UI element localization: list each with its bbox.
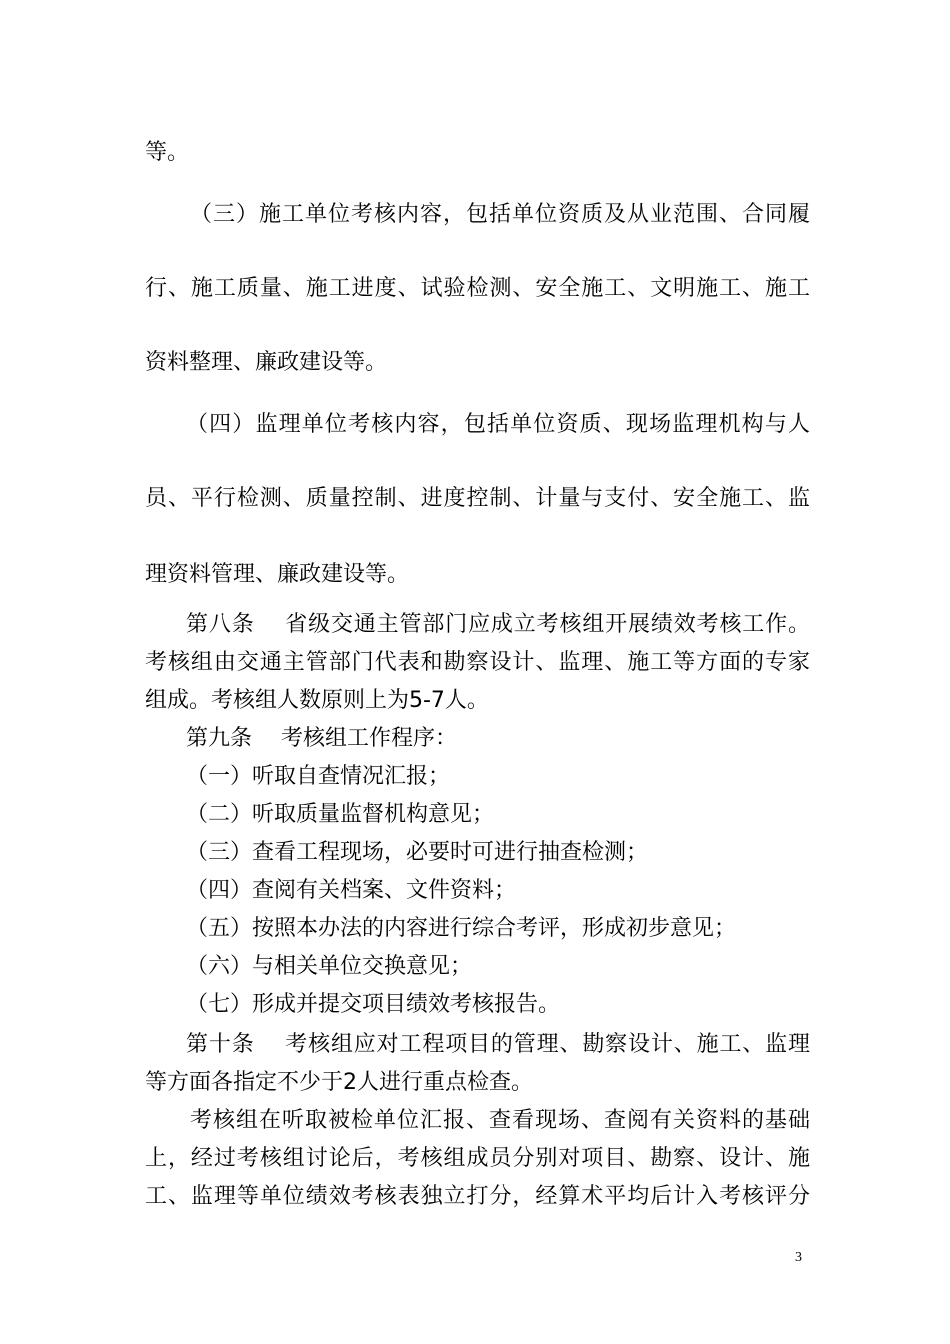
text-line: （三）施工单位考核内容，包括单位资质及从业范围、合同履 (190, 202, 810, 227)
text-line: 资料整理、廉政建设等。 (145, 350, 388, 375)
text-line: （四）查阅有关档案、文件资料； (186, 878, 517, 903)
text-line: 工、监理等单位绩效考核表独立打分，经算术平均后计入考核评分 (145, 1184, 810, 1209)
text-line: 第八条 省级交通主管部门应成立考核组开展绩效考核工作。 (186, 612, 810, 637)
text-line: 考核组在听取被检单位汇报、查看现场、查阅有关资料的基础 (190, 1108, 810, 1133)
text-line: （三）查看工程现场，必要时可进行抽查检测； (186, 840, 649, 865)
text-line: 第九条 考核组工作程序： (186, 726, 457, 751)
text-line: 理资料管理、廉政建设等。 (145, 562, 410, 587)
text-line: （六）与相关单位交换意见； (186, 954, 473, 979)
text-line: （二）听取质量监督机构意见； (186, 802, 495, 827)
text-line: 第十条 考核组应对工程项目的管理、勘察设计、施工、监理 (186, 1032, 810, 1057)
text-line: 员、平行检测、质量控制、进度控制、计量与支付、安全施工、监 (145, 486, 810, 511)
text-line: 行、施工质量、施工进度、试验检测、安全施工、文明施工、施工 (145, 276, 810, 301)
text-line: 上，经过考核组讨论后，考核组成员分别对项目、勘察、设计、施 (145, 1146, 810, 1171)
text-line: （七）形成并提交项目绩效考核报告。 (186, 992, 561, 1017)
text-line: 等。 (145, 140, 190, 165)
text-line: （一）听取自查情况汇报； (186, 764, 451, 789)
text-line: 等方面各指定不少于2人进行重点检查。 (145, 1070, 533, 1095)
text-line: （四）监理单位考核内容，包括单位资质、现场监理机构与人 (186, 412, 810, 437)
page-number: 3 (795, 1250, 802, 1265)
text-line: 组成。考核组人数原则上为5-7人。 (145, 688, 489, 713)
text-line: （五）按照本办法的内容进行综合考评，形成初步意见； (186, 916, 737, 941)
text-line: 考核组由交通主管部门代表和勘察设计、监理、施工等方面的专家 (145, 650, 810, 675)
